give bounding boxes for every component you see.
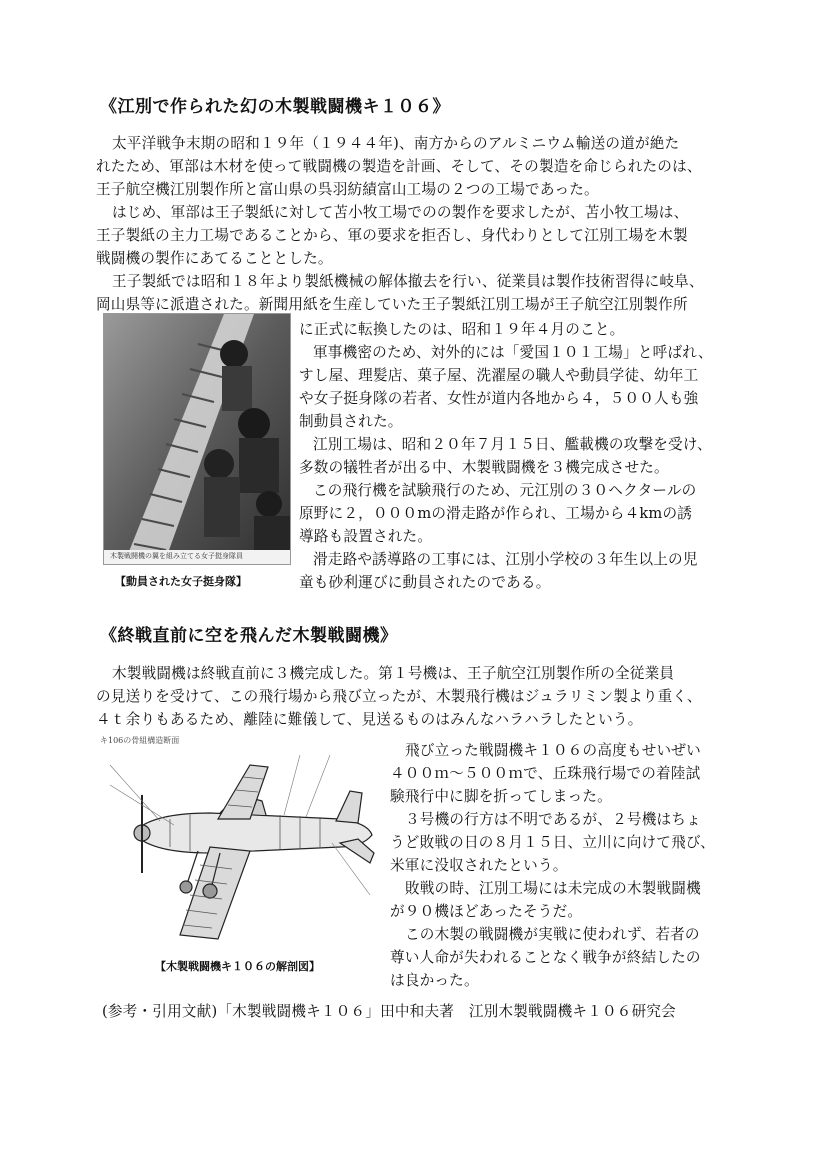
section2-side-line: が９０機ほどあったそうだ。 <box>390 903 583 920</box>
section1-side-line: 江別工場は、昭和２０年７月１５日、艦載機の攻撃を受け、 <box>313 436 712 453</box>
photo-inner-caption: 木製戦闘機の翼を組み立てる女子挺身隊員 <box>110 552 243 560</box>
ki106-cutaway-diagram <box>100 735 380 947</box>
section1-heading: 《江別で作られた幻の木製戦闘機キ１０６》 <box>100 97 450 117</box>
section1-side-line: 制動員された。 <box>299 413 403 430</box>
section1-line: 太平洋戦争末期の昭和１９年（１９４４年)、南方からのアルミニウム輸送の道が絶た <box>112 135 680 152</box>
section2-side-line: は良かった。 <box>390 972 479 989</box>
section1-side-line: すし屋、理髪店、菓子屋、洗濯屋の職人や動員学徒、幼年工 <box>299 367 699 384</box>
reference-citation: (参考・引用文献)「木製戦闘機キ１０６」田中和夫著 江別木製戦闘機キ１０６研究会 <box>102 1003 676 1020</box>
section2-side-line: ４００ｍ～５００ｍで、丘珠飛行場での着陸試 <box>390 765 701 782</box>
section1-side-line: 導路も設置された。 <box>299 528 433 545</box>
photo-caption: 【動員された女子挺身隊】 <box>115 575 247 588</box>
figure-caption: 【木製戦闘機キ１０６の解剖図】 <box>155 960 320 973</box>
section1-side-line: や女子挺身隊の若者、女性が道内各地から４，５００人も強 <box>299 390 699 407</box>
section1-line: 戦闘機の製作にあてることとした。 <box>96 250 333 267</box>
section2-side-line: 験飛行中に脚を折ってしまった。 <box>390 788 612 805</box>
section1-side-line: 多数の犠牲者が出る中、木製戦闘機を３機完成させた。 <box>299 459 669 476</box>
section1-line: れたため、軍部は木材を使って戦闘機の製造を計画、そして、その製造を命じられたのは、 <box>96 158 702 175</box>
section2-line: ４ｔ余りもあるため、離陸に難儀して、見送るものはみんなハラハラしたという。 <box>96 711 643 728</box>
section2-side-line: ３号機の行方は不明であるが、２号機はちょ <box>405 811 701 828</box>
section2-side-line: この木製の戦闘機が実戦に使われず、若者の <box>405 926 700 943</box>
section1-side-line: 軍事機密のため、対外的には「愛国１０１工場」と呼ばれ、 <box>313 344 713 361</box>
section1-line: 王子製紙の主力工場であることから、軍の要求を拒否し、身代わりとして江別工場を木製 <box>96 227 688 244</box>
section1-line: はじめ、軍部は王子製紙に対して苫小牧工場でのの製作を要求したが、苫小牧工場は、 <box>112 204 689 221</box>
figure-title: キ106の骨組構造断面 <box>100 736 180 745</box>
section2-line: 木製戦闘機は終戦直前に３機完成した。第１号機は、王子航空江別製作所の全従業員 <box>112 665 675 682</box>
section1-side-line: この飛行機を試験飛行のため、元江別の３０ヘクタールの <box>313 482 697 499</box>
section1-line: 王子航空機江別製作所と富山県の呉羽紡績富山工場の２つの工場であった。 <box>96 181 599 198</box>
section2-line: の見送りを受けて、この飛行場から飛び立ったが、木製飛行機はジュラリミン製より重く、 <box>96 688 702 705</box>
section2-side-line: 敗戦の時、江別工場には未完成の木製戦闘機 <box>405 880 701 897</box>
section1-side-line: 原野に２，０００mの滑走路が作られ、工場から４kmの誘 <box>299 505 693 522</box>
section2-heading: 《終戦直前に空を飛んだ木製戦闘機》 <box>100 626 398 646</box>
section2-side-line: 米軍に没収されたという。 <box>390 857 568 874</box>
section1-line: 岡山県等に派遣された。新聞用紙を生産していた王子製紙江別工場が王子航空江別製作所 <box>96 296 688 313</box>
section1-side-line: に正式に転換したのは、昭和１９年４月のこと。 <box>299 321 625 338</box>
section1-side-line: 滑走路や誘導路の工事には、江別小学校の３年生以上の児 <box>313 551 698 568</box>
section1-side-line: 童も砂利運びに動員されたのである。 <box>299 574 551 591</box>
section2-side-line: 飛び立った戦闘機キ１０６の高度もせいぜい <box>405 742 701 759</box>
section1-line: 王子製紙では昭和１８年より製紙機械の解体撤去を行い、従業員は製作技術習得に岐阜、 <box>112 273 704 290</box>
women-volunteer-corps-photo <box>103 313 291 565</box>
section2-side-line: 尊い人命が失われることなく戦争が終結したの <box>390 949 701 966</box>
section2-side-line: うど敗戦の日の８月１５日、立川に向けて飛び、 <box>390 834 715 851</box>
